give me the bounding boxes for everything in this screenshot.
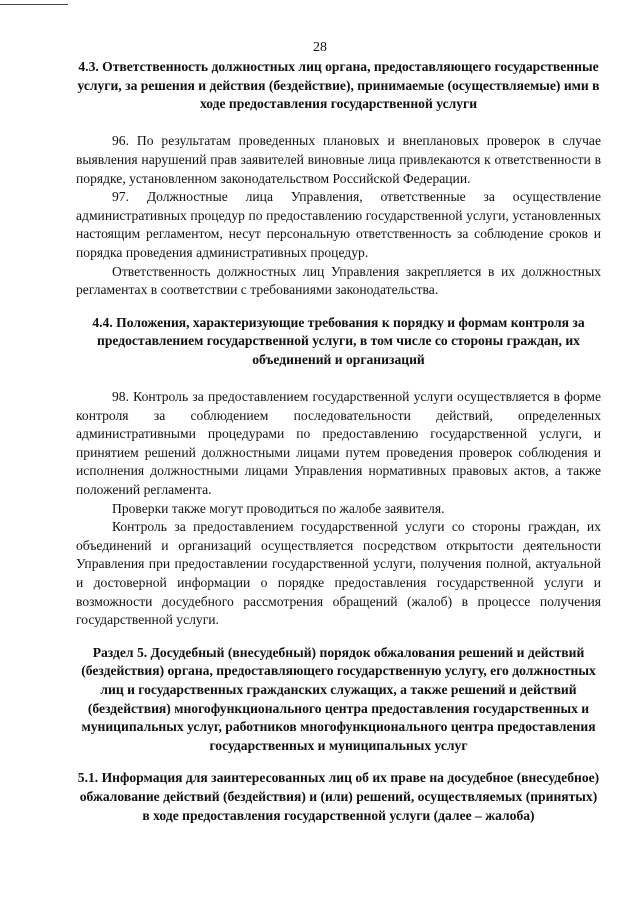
paragraph-97: 97. Должностные лица Управления, ответственные за осуществление административных процедур по предоставлению государственной услуги, установленных настоящим регламентом, несут персональную ответственность за соблюдение сроков и порядка проведения административных процедур. — [76, 189, 601, 260]
paragraph-97-responsibility: Ответственность должностных лиц Управления закрепляется в их должностных регламентах в соответствии с требованиями законодательства. — [76, 263, 601, 298]
page-number: 28 — [313, 40, 327, 55]
paragraph-98-public-control: Контроль за предоставлением государственной услуги со стороны граждан, их объединений и организаций осуществляется посредством открытости деятельности Управления при предоставлении государственной услуги, получения полной, актуальной и достоверной информации о порядке предоставления государственной услуги и возможности досудебного рассмотрения обращений (жалоб) в процессе получения государственной услуги. — [76, 519, 601, 628]
paragraph-98: 98. Контроль за предоставлением государственной услуги осуществляется в форме контроля за соблюдением последовательности действий, определенных административными процедурами по предоставлению государственной услуги, и принятием решений должностными лицами путем проведения проверок соблюдения и исполнения должностными лицами Управления нормативных правовых актов, а также положений регламента. — [76, 389, 601, 498]
paragraph-98-complaints: Проверки также могут проводиться по жалобе заявителя. — [112, 500, 445, 516]
paragraph-96: 96. По результатам проведенных плановых и внеплановых проверок в случае выявления нарушений прав заявителей виновные лица привлекаются к ответственности в порядке, установленном законодательством Российской Федерации. — [76, 133, 601, 186]
section-4-4-heading: 4.4. Положения, характеризующие требования к порядку и формам контроля за предоставлением государственной услуги, в том числе со стороны граждан, их объединений и организаций — [92, 314, 585, 367]
section-5-heading: Раздел 5. Досудебный (внесудебный) порядок обжалования решений и действий (бездействия) органа, предоставляющего государственную услугу, его должностных лиц и государственных гражданских служащих, а также решений и действий (бездействия) многофункционального центра предоставления государственных и муниципальных услуг, работников многофункционального центра предоставления государственных и муниципальных услуг — [81, 644, 596, 753]
section-5-1-heading: 5.1. Информация для заинтересованных лиц об их праве на досудебное (внесудебное) обжалование действий (бездействия) и (или) решений, осуществляемых (принятых) в ходе предоставления государственной услуги (далее – жалоба) — [77, 770, 600, 823]
document-body — [76, 58, 601, 825]
corner-scan-line — [0, 4, 68, 5]
section-4-3-heading: 4.3. Ответственность должностных лиц органа, предоставляющего государственные услуги, за решения и действия (бездействие), принимаемые (осуществляемые) ими в ходе предоставления государственной услуги — [77, 59, 600, 112]
